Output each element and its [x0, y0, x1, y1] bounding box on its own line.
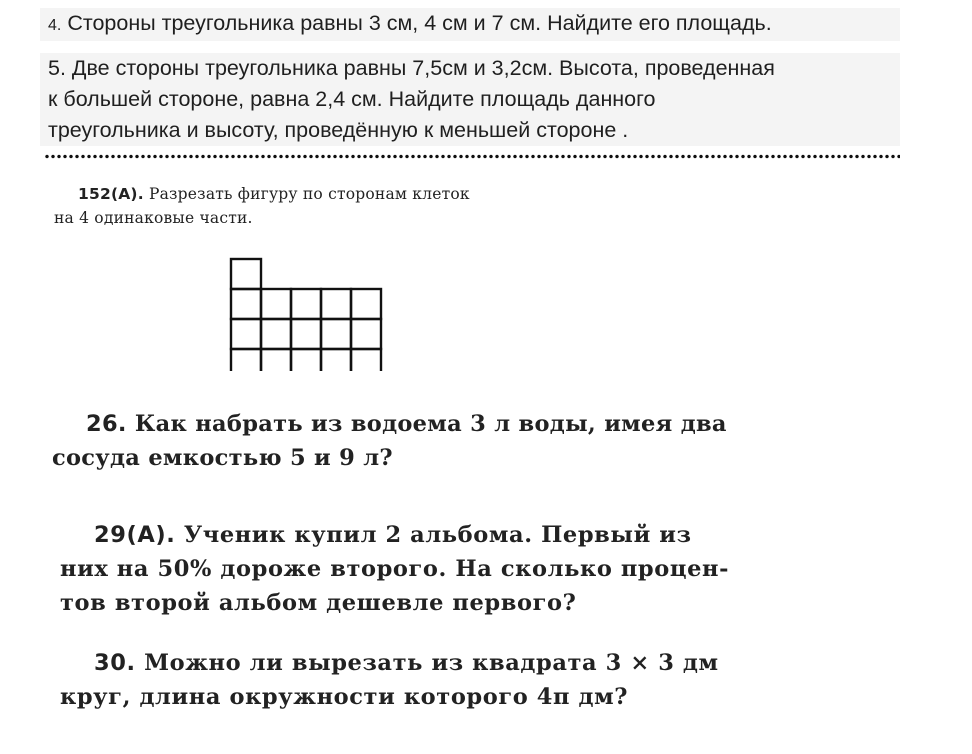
problem-4-number: 4. [48, 17, 62, 34]
task-26-line-2: сосуда емкостью 5 и 9 л? [52, 445, 393, 471]
task-29 [60, 518, 780, 620]
task-152-line-1: Разрезать фигуру по сторонам клеток [148, 185, 470, 203]
grid-figure [229, 257, 393, 371]
grid-cell [231, 319, 261, 349]
task-29-line-3: тов второй альбом дешевле первого? [60, 590, 577, 616]
task-26-line-1: Как набрать из водоема 3 л воды, имея два [134, 411, 727, 437]
grid-cell [321, 319, 351, 349]
grid-cell [231, 259, 261, 289]
task-29-number: 29(А). [94, 522, 176, 548]
grid-cell [321, 349, 351, 371]
task-30-line-1: Можно ли вырезать из квадрата 3 × 3 дм [144, 650, 719, 676]
task-26 [52, 407, 792, 475]
problem-5 [40, 53, 900, 146]
task-29-line-2: них на 50% дороже второго. На сколько процен- [60, 556, 730, 582]
problem-5-line-2: к большей стороне, равна 2,4 см. Найдите площадь данного [48, 87, 656, 111]
task-26-number: 26. [86, 411, 127, 437]
grid-cell [261, 319, 291, 349]
grid-cell [291, 349, 321, 371]
grid-cell [351, 289, 381, 319]
problem-block-top [40, 8, 920, 146]
task-30-line-2: круг, длина окружности которого 4π дм? [60, 684, 629, 710]
task-29-line-1: Ученик купил 2 альбома. Первый из [183, 522, 692, 548]
task-30 [60, 646, 780, 714]
grid-cell [261, 349, 291, 371]
grid-cell [261, 289, 291, 319]
task-152 [54, 182, 574, 230]
grid-cell [291, 289, 321, 319]
grid-cell [351, 319, 381, 349]
grid-cell [291, 319, 321, 349]
problem-5-line-1: 5. Две стороны треугольника равны 7,5см и 3,2см. Высота, проведенная [48, 56, 775, 80]
grid-cell [231, 289, 261, 319]
problem-4-text: Стороны треугольника равны 3 см, 4 см и 7 см. Найдите его площадь. [67, 11, 772, 35]
task-30-number: 30. [94, 650, 136, 676]
task-152-line-2: на 4 одинаковые части. [54, 209, 253, 227]
dotted-separator [44, 154, 900, 159]
task-152-number: 152(А). [78, 185, 144, 203]
problem-5-line-3: треугольника и высоту, проведённую к меньшей стороне . [48, 118, 629, 142]
grid-cell [231, 349, 261, 371]
grid-cell [321, 289, 351, 319]
problem-4 [40, 8, 900, 41]
grid-cell [351, 349, 381, 371]
